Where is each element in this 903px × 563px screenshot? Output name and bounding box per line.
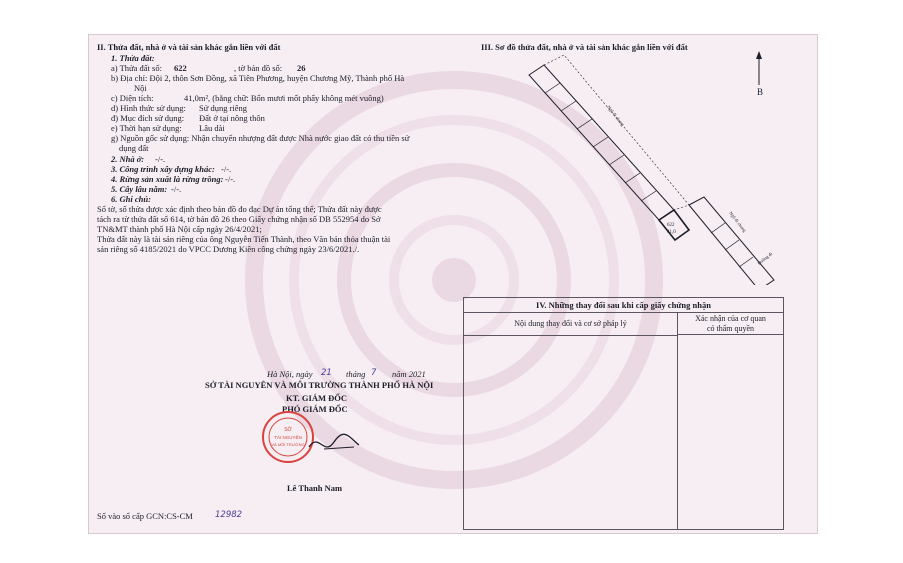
registry-label: Số vào sổ cấp GCN:CS-CM <box>97 511 193 521</box>
item-2-value: -/-. <box>155 154 166 164</box>
registry-number: 12982 <box>215 510 243 520</box>
origin-line1: g) Nguồn gốc sử dụng: Nhận chuyển nhượng đất được Nhà nước giao đất có thu tiền sử <box>111 133 410 143</box>
north-label: B <box>757 87 764 97</box>
seal-line-1: SỞ <box>284 427 292 433</box>
note-line5: sản riêng số 4185/2021 do VPCC Dương Kiên công chứng ngày 23/6/2021./. <box>97 244 360 254</box>
confirm-header-line1: Xác nhận của cơ quan <box>695 314 766 323</box>
kt-director: KT. GIÁM ĐỐC <box>286 393 347 403</box>
parcel-no: 622 <box>667 223 675 228</box>
parcel-number-label: a) Thửa đất số: <box>111 63 162 73</box>
area-value: 41,0m², (bằng chữ: Bốn mươi mốt phẩy không mét vuông) <box>184 93 384 103</box>
section-4-title: IV. Những thay đổi sau khi cấp giấy chứng nhận <box>464 298 783 313</box>
map-sheet-number: 26 <box>297 63 306 73</box>
item-4-value: -/-. <box>225 174 236 184</box>
issuing-org: SỞ TÀI NGUYÊN VÀ MÔI TRƯỜNG THÀNH PHỐ HÀ NỘI <box>205 380 434 390</box>
address-line1: b) Địa chỉ: Đội 2, thôn Sơn Đồng, xã Tiên Phương, huyện Chương Mỹ, Thành phố Hà <box>111 73 405 83</box>
parcel-area: 41,0 <box>667 230 676 235</box>
date-year: năm 2021 <box>392 369 426 379</box>
handwritten-signature <box>304 427 364 457</box>
map-sheet-label: , tờ bản đồ số: <box>234 63 283 73</box>
item-6-label: 6. Ghi chú: <box>111 194 151 204</box>
origin-line2: dụng đất <box>119 143 149 153</box>
seal-line-2: TÀI NGUYÊN <box>274 435 302 440</box>
deputy-director: PHÓ GIÁM ĐỐC <box>282 404 348 414</box>
parcel-number: 622 <box>174 63 187 73</box>
confirm-header-line2: có thẩm quyền <box>706 324 755 333</box>
seal-line-3: VÀ MÔI TRƯỜNG <box>271 442 305 447</box>
usage-term-label: e) Thời hạn sử dụng: <box>111 123 182 133</box>
item-3-value: -/-. <box>221 164 232 174</box>
usage-term-value: Lâu dài <box>199 123 225 133</box>
item-3-label: 3. Công trình xây dựng khác: <box>111 164 215 174</box>
road-label-3: Đường đi <box>756 251 774 266</box>
section-2-title: II. Thửa đất, nhà ở và tài sản khác gắn liền với đất <box>97 42 281 52</box>
date-prefix: Hà Nội, ngày <box>267 369 313 379</box>
date-month: 7 <box>371 368 377 378</box>
item-5-value: -/-. <box>171 184 182 194</box>
usage-form-value: Sử dụng riêng <box>199 103 248 113</box>
item-2-label: 2. Nhà ở: <box>111 154 145 164</box>
parcel-sketch <box>489 45 789 285</box>
area-label: c) Diện tích: <box>111 93 154 103</box>
usage-purpose-label: đ) Mục đích sử dụng: <box>111 113 185 123</box>
certificate-sheet <box>88 34 818 534</box>
confirm-column-header <box>678 313 783 335</box>
table-divider <box>677 335 678 529</box>
note-line1: Sổ tờ, số thửa được xác định theo bản đồ đo đạc Dự án tổng thể; Thửa đất này được <box>97 204 382 214</box>
date-month-label: tháng <box>346 369 366 379</box>
note-line4: Thửa đất này là tài sản riêng của ông Nguyễn Tiến Thành, theo Văn bản thỏa thuận tài <box>97 234 391 244</box>
usage-form-label: d) Hình thức sử dụng: <box>111 103 186 113</box>
changes-column-header: Nội dung thay đổi và cơ sở pháp lý <box>464 313 678 336</box>
usage-purpose-value: Đất ở tại nông thôn <box>199 113 265 123</box>
section-3-title: III. Sơ đồ thửa đất, nhà ở và tài sản khác gắn liền với đất <box>481 42 688 52</box>
note-line2: tách ra từ thửa đất số 614, tờ bản đồ 26 theo Giấy chứng nhận số DB 552954 do Sở <box>97 214 381 224</box>
road-label-2: Ngõ đi chung <box>728 210 748 233</box>
item-4-label: 4. Rừng sản xuất là rừng trồng: <box>111 174 224 184</box>
item-1-label: 1. Thửa đất: <box>111 53 155 63</box>
date-day: 21 <box>321 368 332 378</box>
item-5-label: 5. Cây lâu năm: <box>111 184 168 194</box>
road-label-1: Ngõ đi chung <box>606 104 626 127</box>
note-line3: TN&MT thành phố Hà Nội cấp ngày 26/4/2021; <box>97 224 262 234</box>
address-line2: Nội <box>134 83 147 93</box>
changes-table <box>463 297 784 530</box>
signer-name: Lê Thanh Nam <box>287 483 343 493</box>
